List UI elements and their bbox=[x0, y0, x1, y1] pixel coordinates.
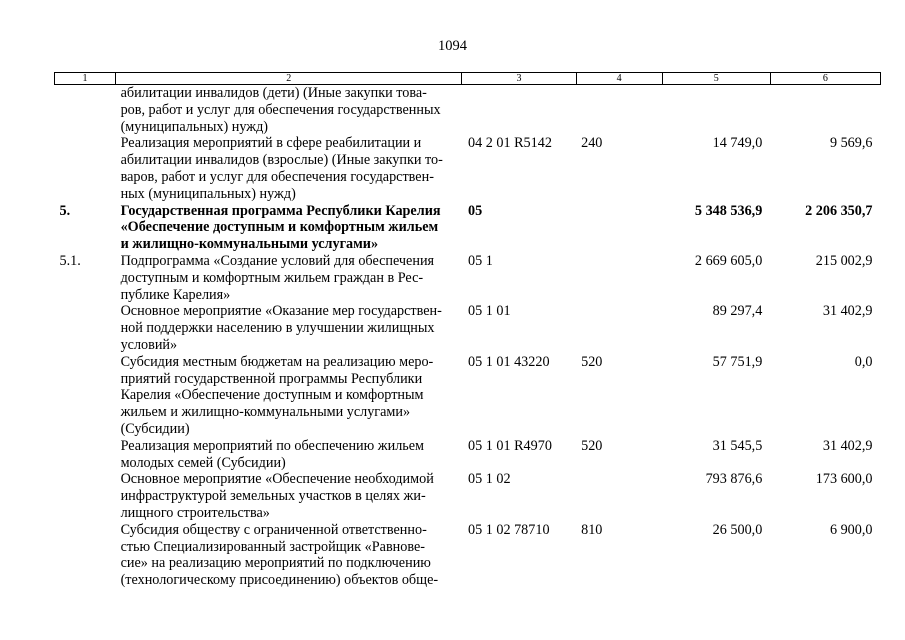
table-row bbox=[55, 303, 881, 353]
row-name-line: абилитации инвалидов (взрослые) (Иные закупки то- bbox=[120, 152, 443, 169]
row-name-line: Государственная программа Республики Карелия bbox=[120, 202, 441, 219]
row-expense-type bbox=[576, 253, 662, 303]
row-amount-1: 793 876,6 bbox=[705, 471, 763, 488]
row-name-line: стью Специализированный застройщик «Равнове- bbox=[120, 538, 425, 555]
row-name bbox=[116, 135, 462, 202]
row-name-line: доступным и комфортным жильем граждан в Рес- bbox=[120, 269, 424, 286]
row-amount-2: 215 002,9 bbox=[815, 252, 873, 269]
row-amount-1 bbox=[662, 85, 770, 136]
row-name bbox=[116, 203, 462, 253]
row-name-line: молодых семей (Субсидии) bbox=[120, 454, 286, 471]
row-number bbox=[55, 438, 116, 472]
table-row bbox=[55, 253, 881, 303]
row-name-line: (муниципальных) нужд) bbox=[120, 118, 269, 135]
row-code bbox=[462, 85, 576, 136]
page-number: 1094 bbox=[438, 38, 467, 54]
row-name-line: приятий государственной программы Республики bbox=[120, 370, 423, 387]
row-name-line: Реализация мероприятий по обеспечению жильем bbox=[120, 437, 425, 454]
row-number bbox=[55, 303, 116, 353]
row-name-line: Субсидия местным бюджетам на реализацию меро- bbox=[120, 353, 434, 370]
row-number: 5.1. bbox=[59, 252, 81, 269]
table-row bbox=[55, 471, 881, 521]
column-header: 3 bbox=[462, 73, 576, 85]
row-expense-type: 520 bbox=[581, 353, 603, 370]
row-expense-type bbox=[576, 85, 662, 136]
column-header: 2 bbox=[116, 73, 462, 85]
row-name bbox=[116, 471, 462, 521]
row-number bbox=[55, 471, 116, 521]
row-name-line: (технологическому присоединению) объектов обще- bbox=[120, 572, 439, 589]
row-number: 5. bbox=[59, 202, 71, 219]
table-row bbox=[55, 85, 881, 136]
row-number bbox=[55, 85, 116, 136]
row-name-line: и жилищно-коммунальными услугами» bbox=[120, 236, 379, 253]
row-name bbox=[116, 303, 462, 353]
row-name bbox=[116, 253, 462, 303]
row-number bbox=[55, 354, 116, 438]
row-expense-type bbox=[576, 203, 662, 253]
row-name-line: Основное мероприятие «Оказание мер государствен- bbox=[120, 303, 442, 320]
row-amount-2: 6 900,0 bbox=[829, 521, 873, 538]
row-code: 05 bbox=[467, 202, 483, 219]
row-amount-2: 31 402,9 bbox=[822, 303, 873, 320]
row-expense-type: 810 bbox=[581, 521, 603, 538]
row-name bbox=[116, 85, 462, 136]
table-header-row bbox=[55, 73, 881, 85]
row-amount-1: 2 669 605,0 bbox=[694, 252, 763, 269]
row-amount-1: 5 348 536,9 bbox=[694, 202, 763, 219]
row-code: 05 1 bbox=[467, 252, 493, 269]
row-code: 04 2 01 R5142 bbox=[467, 135, 552, 152]
row-name-line: Подпрограмма «Создание условий для обеспечения bbox=[120, 252, 435, 269]
row-expense-type: 240 bbox=[581, 135, 603, 152]
table-row bbox=[55, 522, 881, 589]
row-number bbox=[55, 135, 116, 202]
row-name-line: публике Карелия» bbox=[120, 286, 231, 303]
row-name-line: жильем и жилищно-коммунальными услугами» bbox=[120, 404, 411, 421]
row-name-line: сие» на реализацию мероприятий по подключению bbox=[120, 555, 431, 572]
row-name-line: Карелия «Обеспечение доступным и комфортным bbox=[120, 387, 424, 404]
table-row bbox=[55, 203, 881, 253]
column-header: 1 bbox=[55, 73, 116, 85]
row-amount-2: 31 402,9 bbox=[822, 437, 873, 454]
row-name-line: варов, работ и услуг для обеспечения государствен- bbox=[120, 168, 434, 185]
row-code: 05 1 01 bbox=[467, 303, 511, 320]
row-expense-type bbox=[576, 303, 662, 353]
row-amount-2: 9 569,6 bbox=[829, 135, 873, 152]
row-amount-1: 57 751,9 bbox=[712, 353, 763, 370]
row-amount-2: 173 600,0 bbox=[815, 471, 873, 488]
row-amount-2: 0,0 bbox=[854, 353, 873, 370]
budget-table bbox=[54, 72, 881, 589]
row-name-line: ров, работ и услуг для обеспечения государственных bbox=[120, 101, 441, 118]
row-name-line: Основное мероприятие «Обеспечение необходимой bbox=[120, 471, 434, 488]
row-expense-type: 520 bbox=[581, 437, 603, 454]
row-name-line: «Обеспечение доступным и комфортным жильем bbox=[120, 219, 439, 236]
row-code: 05 1 02 78710 bbox=[467, 521, 550, 538]
table-row bbox=[55, 354, 881, 438]
row-name-line: (Субсидии) bbox=[120, 420, 190, 437]
row-name-line: абилитации инвалидов (дети) (Иные закупки това- bbox=[120, 85, 427, 101]
row-name bbox=[116, 354, 462, 438]
row-amount-1: 31 545,5 bbox=[712, 437, 763, 454]
row-name-line: ных (муниципальных) нужд) bbox=[120, 185, 296, 202]
row-name-line: Субсидия обществу с ограниченной ответственно- bbox=[120, 521, 427, 538]
row-name bbox=[116, 438, 462, 472]
row-code: 05 1 01 43220 bbox=[467, 353, 550, 370]
row-amount-1: 14 749,0 bbox=[712, 135, 763, 152]
row-name-line: Реализация мероприятий в сфере реабилитации и bbox=[120, 135, 422, 152]
row-name-line: условий» bbox=[120, 336, 178, 353]
row-name bbox=[116, 522, 462, 589]
row-amount-2: 2 206 350,7 bbox=[805, 202, 873, 219]
row-code: 05 1 01 R4970 bbox=[467, 437, 552, 454]
column-header: 5 bbox=[662, 73, 770, 85]
column-header: 4 bbox=[576, 73, 662, 85]
row-number bbox=[55, 522, 116, 589]
row-expense-type bbox=[576, 471, 662, 521]
row-name-line: ной поддержки населению в улучшении жилищных bbox=[120, 320, 435, 337]
row-name-line: лищного строительства» bbox=[120, 504, 270, 521]
row-amount-1: 89 297,4 bbox=[712, 303, 763, 320]
column-header: 6 bbox=[770, 73, 880, 85]
row-code: 05 1 02 bbox=[467, 471, 511, 488]
row-amount-2 bbox=[770, 85, 880, 136]
table-row bbox=[55, 135, 881, 202]
table-row bbox=[55, 438, 881, 472]
row-name-line: инфраструктурой земельных участков в целях жи- bbox=[120, 488, 426, 505]
row-amount-1: 26 500,0 bbox=[712, 521, 763, 538]
